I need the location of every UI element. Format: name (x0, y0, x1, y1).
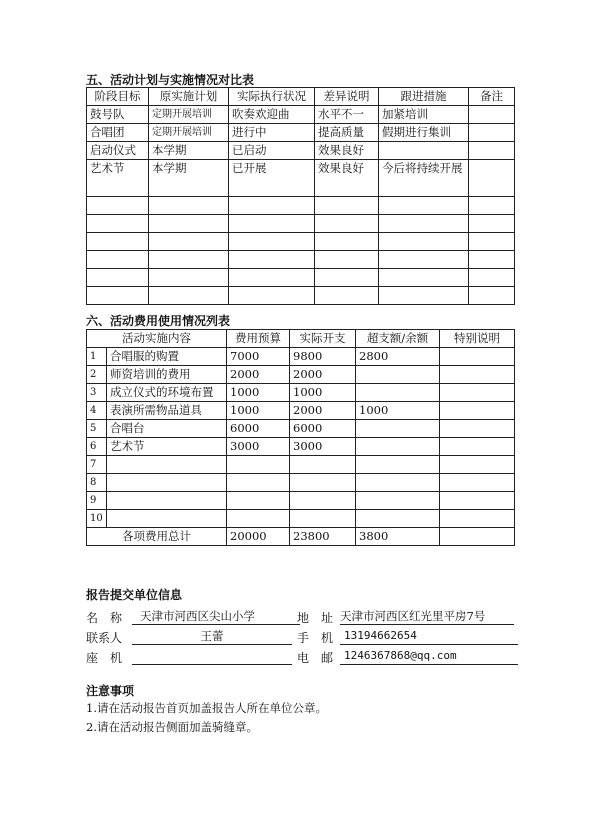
address-value: 天津市河西区红光里平房7号 (340, 608, 514, 625)
table-cell (229, 215, 315, 233)
table-cell: 2000 (290, 366, 356, 384)
table-cell (315, 233, 379, 251)
table-cell (469, 124, 515, 142)
column-header: 超支额/余额 (356, 330, 440, 348)
total-budget: 20000 (227, 528, 290, 546)
row-number: 4 (87, 402, 107, 420)
table-cell (469, 233, 515, 251)
row-number: 3 (87, 384, 107, 402)
table-cell (227, 492, 290, 510)
table-cell (315, 269, 379, 287)
table-cell: 9800 (290, 348, 356, 366)
table-cell: 成立仪式的环境布置 (107, 384, 227, 402)
table-row (87, 474, 515, 492)
name-label: 名 称 (86, 611, 123, 625)
table-cell: 1000 (227, 402, 290, 420)
table-cell (440, 492, 515, 510)
table-cell (440, 510, 515, 528)
table-cell (107, 492, 227, 510)
mobile-value: 13194662654 (340, 628, 518, 645)
table-cell: 表演所需物品道具 (107, 402, 227, 420)
table-header-row (87, 330, 515, 348)
table-row (87, 384, 515, 402)
table-cell (149, 233, 229, 251)
table-cell (440, 474, 515, 492)
column-header: 跟进措施 (379, 88, 469, 106)
table-row (87, 124, 515, 142)
phone-value (132, 648, 292, 665)
table-cell (379, 287, 469, 305)
table-row (87, 197, 515, 215)
row-number: 9 (87, 492, 107, 510)
table-cell: 定期开展培训 (149, 106, 229, 124)
row-number: 5 (87, 420, 107, 438)
column-header: 实际执行状况 (229, 88, 315, 106)
plan-comparison-body (87, 88, 515, 305)
column-header: 差异说明 (315, 88, 379, 106)
row-number: 1 (87, 348, 107, 366)
total-label: 各项费用总计 (87, 528, 227, 546)
column-header: 阶段目标 (87, 88, 149, 106)
name-value: 天津市河西区尖山小学 (132, 608, 300, 625)
table-cell (379, 197, 469, 215)
table-row (87, 106, 515, 124)
table-cell (356, 510, 440, 528)
table-cell (356, 366, 440, 384)
table-cell (229, 287, 315, 305)
total-actual: 23800 (290, 528, 356, 546)
table-cell (87, 197, 149, 215)
table-row (87, 366, 515, 384)
notes-title: 注意事项 (86, 684, 135, 698)
table-cell: 效果良好 (315, 160, 379, 197)
table-cell (356, 438, 440, 456)
table-cell: 定期开展培训 (149, 124, 229, 142)
table-cell: 本学期 (149, 142, 229, 160)
table-row (87, 348, 515, 366)
email-value: 1246367868@qq.com (340, 648, 518, 665)
table-cell (440, 528, 515, 546)
table-cell (469, 215, 515, 233)
total-over: 3800 (356, 528, 440, 546)
table-cell (229, 233, 315, 251)
row-number: 7 (87, 456, 107, 474)
table-cell (227, 456, 290, 474)
table-cell: 艺术节 (107, 438, 227, 456)
table-cell (149, 269, 229, 287)
row-number: 6 (87, 438, 107, 456)
table-cell (440, 348, 515, 366)
table-cell: 师资培训的费用 (107, 366, 227, 384)
table-row (87, 492, 515, 510)
table-row (87, 251, 515, 269)
table-row (87, 160, 515, 197)
table-cell (107, 474, 227, 492)
table-cell: 2000 (290, 402, 356, 420)
table-cell: 合唱服的购置 (107, 348, 227, 366)
column-header: 备注 (469, 88, 515, 106)
table-cell: 进行中 (229, 124, 315, 142)
table-cell (107, 456, 227, 474)
table-cell (87, 269, 149, 287)
mobile-label: 手 机 (297, 631, 334, 645)
table-cell (440, 420, 515, 438)
table-cell: 7000 (227, 348, 290, 366)
column-header: 特别说明 (440, 330, 515, 348)
table-row (87, 142, 515, 160)
expense-table (86, 329, 515, 546)
table-row (87, 456, 515, 474)
table-cell: 3000 (227, 438, 290, 456)
table-cell (469, 142, 515, 160)
table-cell (149, 215, 229, 233)
table-cell: 已启动 (229, 142, 315, 160)
table-cell (440, 384, 515, 402)
table-cell: 效果良好 (315, 142, 379, 160)
table-row (87, 215, 515, 233)
phone-label: 座 机 (86, 651, 123, 665)
table-cell: 6000 (290, 420, 356, 438)
table-cell (290, 492, 356, 510)
table-row (87, 510, 515, 528)
table-cell: 合唱台 (107, 420, 227, 438)
table-cell (379, 142, 469, 160)
table-row (87, 420, 515, 438)
note-item: 2.请在活动报告侧面加盖骑缝章。 (86, 720, 258, 734)
row-number: 8 (87, 474, 107, 492)
address-label: 地 址 (297, 611, 334, 625)
table-cell: 1000 (227, 384, 290, 402)
table-cell (440, 366, 515, 384)
column-header: 实际开支 (290, 330, 356, 348)
table-cell (356, 492, 440, 510)
contact-label: 联系人 (86, 631, 123, 645)
table-cell: 鼓号队 (87, 106, 149, 124)
column-header: 活动实施内容 (87, 330, 227, 348)
table-cell (440, 438, 515, 456)
table-row (87, 269, 515, 287)
table-cell (379, 251, 469, 269)
table-cell (379, 215, 469, 233)
table-cell (107, 510, 227, 528)
table-cell: 假期进行集训 (379, 124, 469, 142)
table-header-row (87, 88, 515, 106)
table-cell: 合唱团 (87, 124, 149, 142)
table-cell: 本学期 (149, 160, 229, 197)
table-cell (356, 420, 440, 438)
section5-title: 五、活动计划与实施情况对比表 (86, 73, 255, 87)
table-cell (379, 269, 469, 287)
table-cell: 水平不一 (315, 106, 379, 124)
table-cell (440, 402, 515, 420)
table-cell: 今后将持续开展 (379, 160, 469, 197)
table-cell (87, 287, 149, 305)
table-cell (290, 510, 356, 528)
table-cell (87, 215, 149, 233)
contact-value: 王蕾 (132, 628, 292, 645)
table-cell: 艺术节 (87, 160, 149, 197)
table-cell: 提高质量 (315, 124, 379, 142)
table-cell: 加紧培训 (379, 106, 469, 124)
table-cell: 3000 (290, 438, 356, 456)
table-cell: 吹奏欢迎曲 (229, 106, 315, 124)
table-cell (315, 287, 379, 305)
plan-comparison-table (86, 87, 515, 305)
total-row (87, 528, 515, 546)
table-row (87, 233, 515, 251)
expense-body (87, 330, 515, 546)
table-cell (315, 251, 379, 269)
section6-title: 六、活动费用使用情况列表 (86, 314, 231, 328)
table-cell (290, 474, 356, 492)
table-cell (87, 233, 149, 251)
table-cell: 6000 (227, 420, 290, 438)
table-cell (290, 456, 356, 474)
table-cell (229, 251, 315, 269)
table-cell (229, 269, 315, 287)
table-cell (315, 215, 379, 233)
table-cell (229, 197, 315, 215)
table-row (87, 438, 515, 456)
note-item: 1.请在活动报告首页加盖报告人所在单位公章。 (86, 701, 327, 715)
row-number: 2 (87, 366, 107, 384)
column-header: 费用预算 (227, 330, 290, 348)
table-cell (149, 287, 229, 305)
table-cell (379, 233, 469, 251)
info-title: 报告提交单位信息 (86, 588, 183, 602)
table-cell (356, 384, 440, 402)
table-cell (469, 269, 515, 287)
table-cell: 1000 (356, 402, 440, 420)
table-cell: 1000 (290, 384, 356, 402)
table-cell (469, 287, 515, 305)
table-cell (227, 510, 290, 528)
table-cell (469, 251, 515, 269)
table-cell (469, 197, 515, 215)
table-cell (469, 160, 515, 197)
table-row (87, 402, 515, 420)
email-label: 电 邮 (297, 651, 334, 665)
table-cell (356, 456, 440, 474)
table-cell (227, 474, 290, 492)
table-cell (149, 197, 229, 215)
table-cell (87, 251, 149, 269)
table-cell: 启动仪式 (87, 142, 149, 160)
table-cell: 已开展 (229, 160, 315, 197)
table-cell (315, 197, 379, 215)
table-cell (469, 106, 515, 124)
table-row (87, 287, 515, 305)
column-header: 原实施计划 (149, 88, 229, 106)
table-cell (149, 251, 229, 269)
table-cell: 2800 (356, 348, 440, 366)
table-cell (440, 456, 515, 474)
table-cell (356, 474, 440, 492)
row-number: 10 (87, 510, 107, 528)
table-cell: 2000 (227, 366, 290, 384)
